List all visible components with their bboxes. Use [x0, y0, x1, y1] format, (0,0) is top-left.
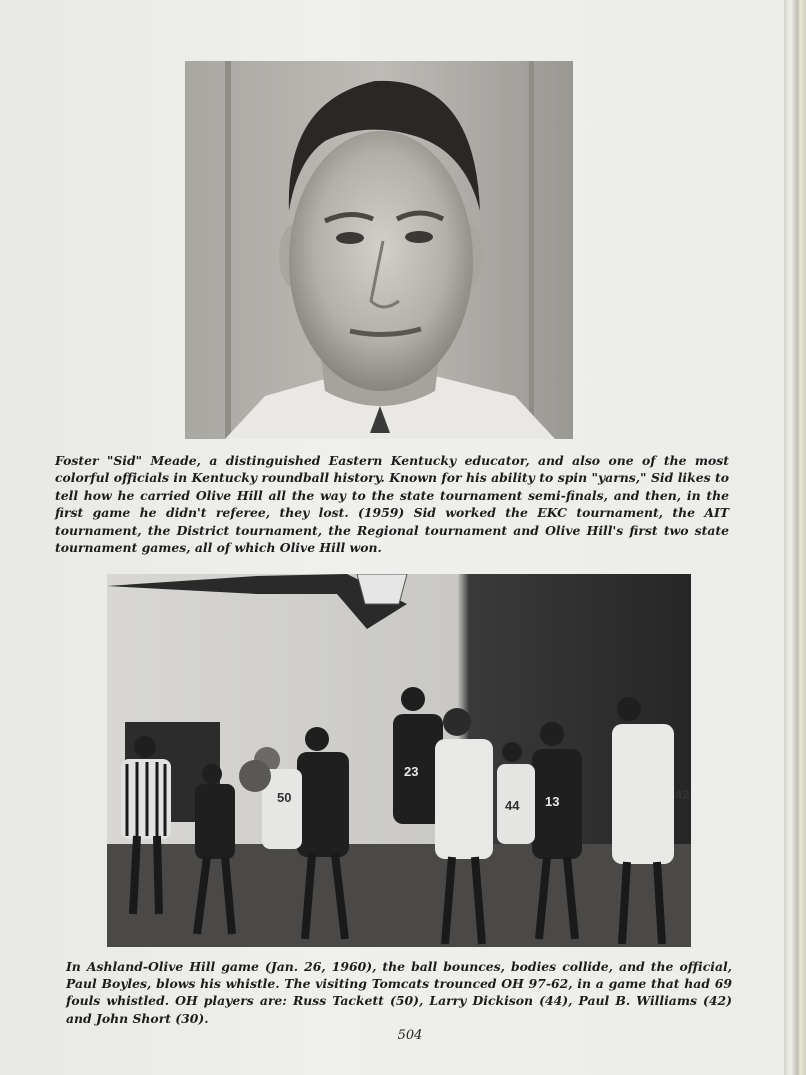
- page-number: 504: [397, 1028, 423, 1043]
- page-edge: [784, 0, 806, 1075]
- jersey-number: 44: [505, 798, 520, 813]
- jersey-number: 50: [277, 790, 292, 805]
- jersey-number: 13: [545, 794, 560, 809]
- jersey-number: 23: [404, 764, 419, 779]
- portrait-photo: [185, 61, 573, 439]
- jersey-number: 42: [675, 787, 690, 802]
- game-caption: In Ashland-Olive Hill game (Jan. 26, 1960), the ball bounces, bodies collide, and the official, Paul Boyles, blows his whistle. The visiting Tomcats trounced OH 97-62, in a game that had 69 fouls whistled. OH players are: Russ Tackett (50), Larry Dickison (44), Paul B. Williams (42) and John Short (30).: [66, 959, 732, 1026]
- game-photo: [107, 574, 691, 947]
- portrait-caption: Foster "Sid" Meade, a distinguished Eastern Kentucky educator, and also one of the most colorful officials in Kentucky roundball history. Known for his ability to spin "yarns," Sid likes to tell how he carried Olive Hill all the way to the state tournament semi-finals, and then, in the first game he didn't referee, they lost. (1959) Sid worked the EKC tournament, the AIT tournament, the District tournament, the Regional tournament and Olive Hill's first two state tournament games, all of which Olive Hill won.: [55, 453, 729, 556]
